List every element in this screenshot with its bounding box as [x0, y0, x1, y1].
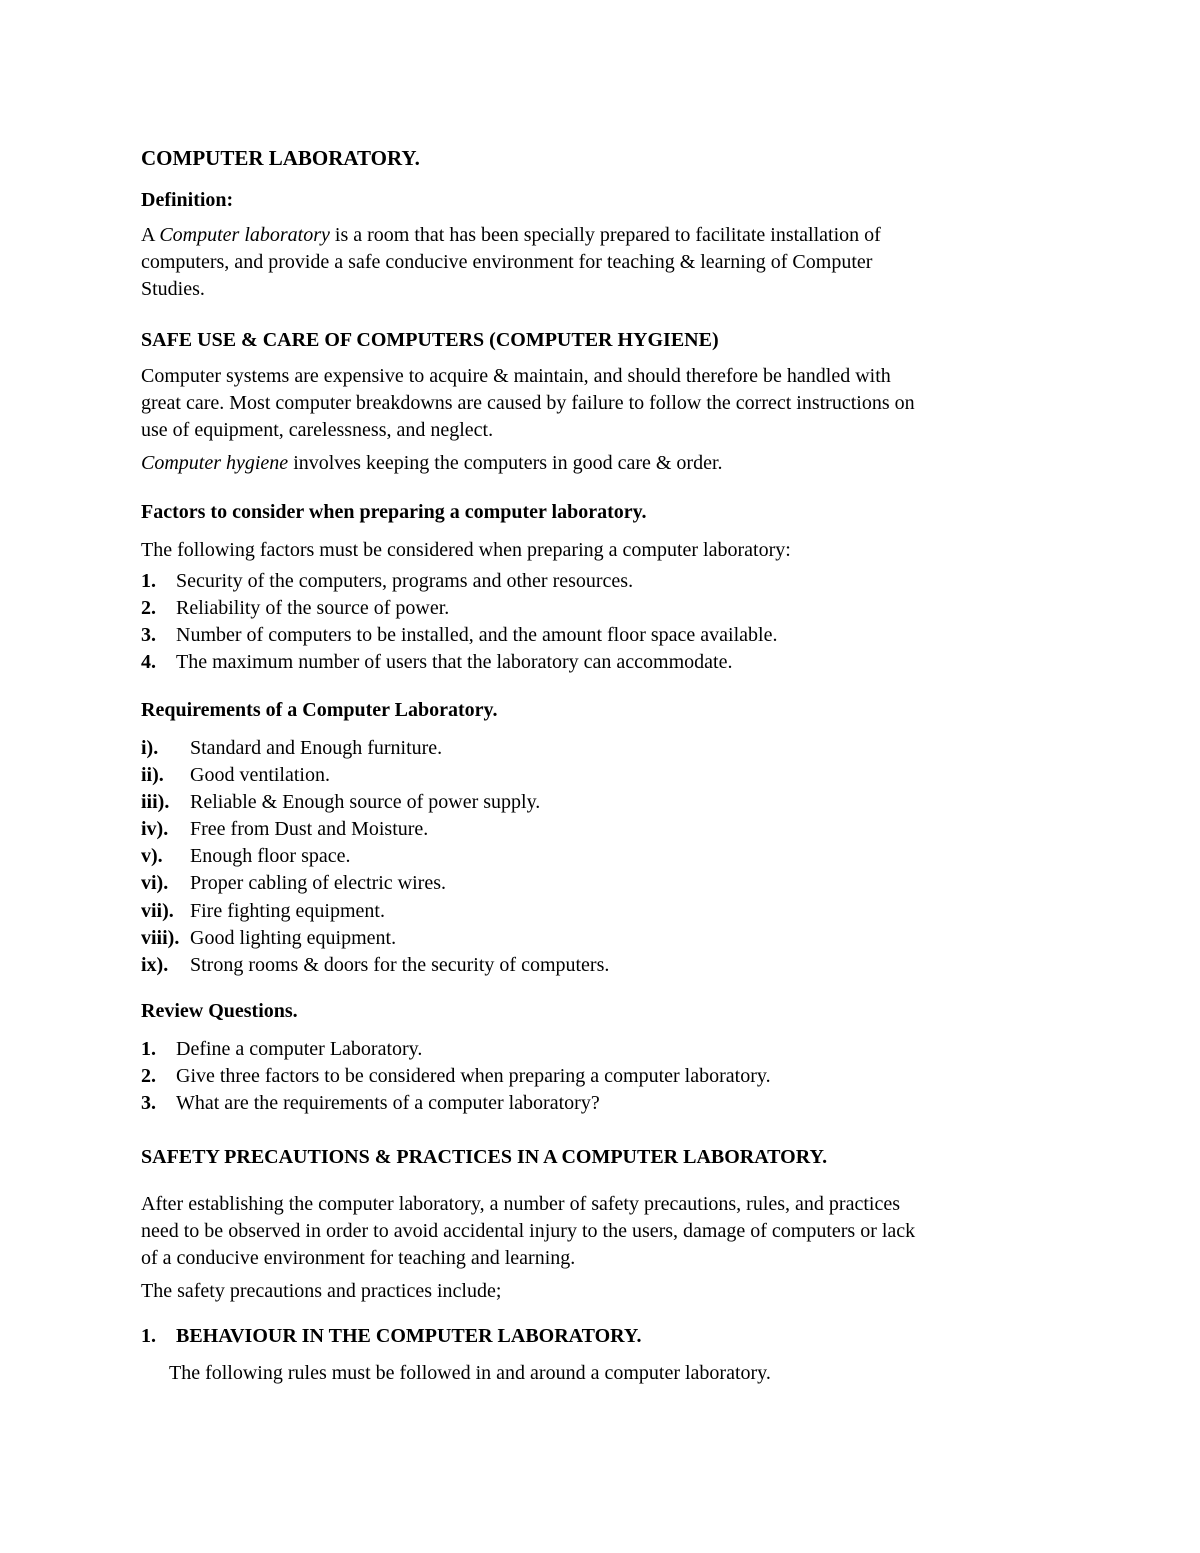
list-item: 2. Give three factors to be considered when preparing a computer laboratory.: [141, 1065, 771, 1087]
page-title: COMPUTER LABORATORY.: [141, 146, 420, 170]
hygiene-line-3: use of equipment, carelessness, and neglect.: [141, 419, 494, 441]
behaviour-heading: 1. BEHAVIOUR IN THE COMPUTER LABORATORY.: [141, 1325, 642, 1347]
factors-intro: The following factors must be considered when preparing a computer laboratory:: [141, 539, 791, 561]
list-item: i). Standard and Enough furniture.: [141, 737, 443, 759]
definition-heading: Definition:: [141, 189, 234, 211]
list-item: vi). Proper cabling of electric wires.: [141, 872, 447, 894]
list-item: 3. What are the requirements of a computer laboratory?: [141, 1092, 600, 1114]
hygiene-heading: SAFE USE & CARE OF COMPUTERS (COMPUTER HYGIENE): [141, 329, 719, 351]
list-item: v). Enough floor space.: [141, 845, 351, 867]
list-item: vii). Fire fighting equipment.: [141, 900, 385, 922]
hygiene-term: Computer hygiene: [141, 452, 289, 474]
behaviour-text: The following rules must be followed in and around a computer laboratory.: [169, 1362, 771, 1384]
safety-heading: SAFETY PRECAUTIONS & PRACTICES IN A COMPUTER LABORATORY.: [141, 1146, 828, 1168]
definition-line-2: computers, and provide a safe conducive environment for teaching & learning of Computer: [141, 251, 873, 273]
list-item: 3. Number of computers to be installed, and the amount floor space available.: [141, 624, 778, 646]
list-item: viii). Good lighting equipment.: [141, 927, 397, 949]
hygiene-definition: Computer hygiene involves keeping the computers in good care & order.: [141, 452, 723, 474]
definition-line-3: Studies.: [141, 278, 205, 300]
list-item: ii). Good ventilation.: [141, 764, 330, 786]
safety-line-3: of a conducive environment for teaching and learning.: [141, 1247, 576, 1269]
factors-heading: Factors to consider when preparing a computer laboratory.: [141, 501, 647, 523]
safety-line-4: The safety precautions and practices include;: [141, 1280, 502, 1302]
definition-line-1: A Computer laboratory is a room that has been specially prepared to facilitate installation of: [141, 224, 881, 246]
definition-term: Computer laboratory: [159, 224, 330, 246]
list-item: 2. Reliability of the source of power.: [141, 597, 450, 619]
list-item: 1. Define a computer Laboratory.: [141, 1038, 423, 1060]
list-item: iii). Reliable & Enough source of power supply.: [141, 791, 541, 813]
list-item: 4. The maximum number of users that the laboratory can accommodate.: [141, 651, 733, 673]
list-item: ix). Strong rooms & doors for the security of computers.: [141, 954, 610, 976]
list-item: 1. Security of the computers, programs and other resources.: [141, 570, 634, 592]
hygiene-line-2: great care. Most computer breakdowns are caused by failure to follow the correct instructions on: [141, 392, 915, 414]
list-item: iv). Free from Dust and Moisture.: [141, 818, 429, 840]
safety-line-2: need to be observed in order to avoid accidental injury to the users, damage of computers or lack: [141, 1220, 916, 1242]
review-heading: Review Questions.: [141, 1000, 298, 1022]
requirements-heading: Requirements of a Computer Laboratory.: [141, 699, 498, 721]
safety-line-1: After establishing the computer laboratory, a number of safety precautions, rules, and practices: [141, 1193, 900, 1215]
hygiene-line-1: Computer systems are expensive to acquire & maintain, and should therefore be handled with: [141, 365, 891, 387]
